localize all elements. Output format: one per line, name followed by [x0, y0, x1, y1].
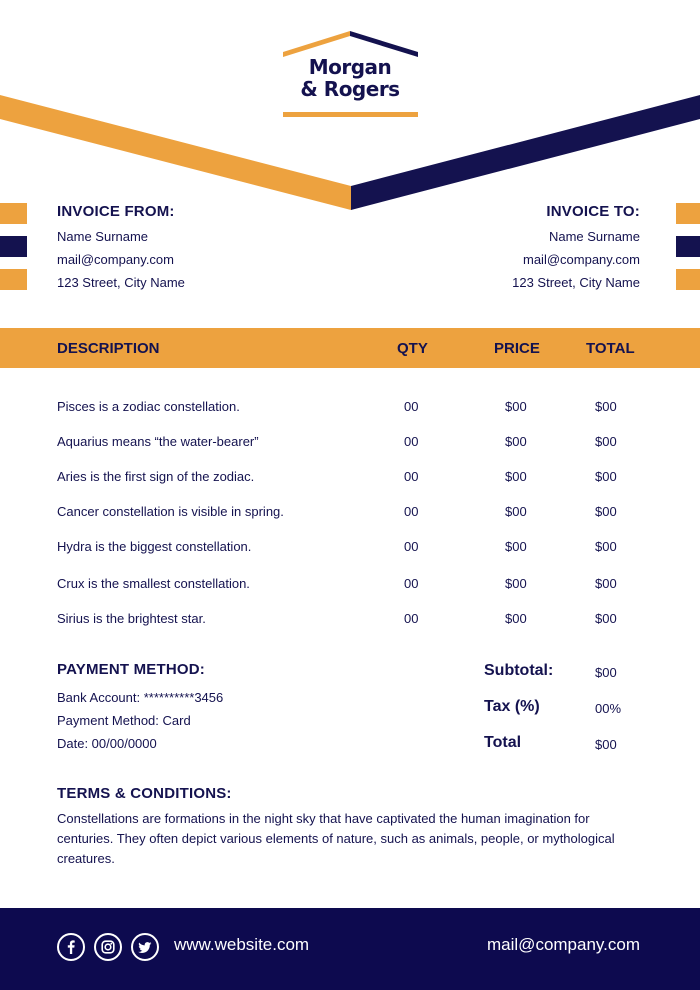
logo-text-line2: & Rogers — [300, 77, 400, 101]
table-row — [0, 495, 700, 530]
payment-date: Date: 00/00/0000 — [57, 736, 157, 751]
row-total: $00 — [595, 576, 617, 591]
items-table-body — [0, 390, 700, 636]
invoice-from-email: mail@company.com — [57, 252, 174, 267]
invoice-from-name: Name Surname — [57, 229, 149, 244]
invoice-to-email: mail@company.com — [523, 252, 640, 267]
subtotal-row — [484, 660, 654, 696]
tax-value: 00% — [595, 701, 622, 716]
row-qty: 00 — [404, 504, 419, 519]
logo-roof-icon — [280, 28, 420, 58]
row-total: $00 — [595, 469, 617, 484]
column-header-price: PRICE — [494, 340, 540, 357]
table-row — [0, 460, 700, 495]
payment-method-value: Payment Method: Card — [57, 713, 191, 728]
row-description: Hydra is the biggest constellation. — [57, 539, 252, 554]
footer-email-link[interactable]: mail@company.com — [487, 935, 640, 954]
row-qty: 00 — [404, 611, 419, 626]
row-total: $00 — [595, 611, 617, 626]
row-total: $00 — [595, 434, 617, 449]
invoice-to-name: Name Surname — [548, 229, 640, 244]
row-total: $00 — [595, 504, 617, 519]
row-description: Aquarius means “the water-bearer” — [57, 434, 259, 449]
column-header-qty: QTY — [397, 340, 428, 357]
column-header-description: DESCRIPTION — [57, 340, 160, 357]
invoice-from-section — [57, 203, 277, 289]
tax-row — [484, 696, 654, 732]
row-description: Aries is the first sign of the zodiac. — [57, 469, 255, 484]
logo-underline — [283, 112, 418, 117]
invoice-from-address: 123 Street, City Name — [57, 275, 185, 290]
subtotal-label: Subtotal: — [484, 662, 554, 679]
facebook-icon[interactable] — [57, 933, 85, 961]
row-qty: 00 — [404, 399, 419, 414]
row-total: $00 — [595, 539, 617, 554]
subtotal-value: $00 — [595, 665, 617, 680]
items-table-header — [0, 328, 700, 368]
row-price: $00 — [505, 539, 527, 554]
column-header-total: TOTAL — [586, 340, 635, 357]
table-row — [0, 601, 700, 636]
left-side-bar-navy — [0, 236, 27, 257]
twitter-icon[interactable] — [131, 933, 159, 961]
company-logo — [280, 28, 420, 120]
right-side-bar-orange-top — [676, 203, 700, 224]
invoice-from-title: INVOICE FROM: — [57, 203, 175, 220]
total-row — [484, 732, 654, 768]
terms-title: TERMS & CONDITIONS: — [57, 785, 232, 802]
row-qty: 00 — [404, 539, 419, 554]
row-qty: 00 — [404, 576, 419, 591]
tax-label: Tax (%) — [484, 698, 540, 715]
table-row — [0, 390, 700, 425]
invoice-to-address: 123 Street, City Name — [512, 275, 640, 290]
payment-bank-account: Bank Account: **********3456 — [57, 690, 224, 705]
row-qty: 00 — [404, 469, 419, 484]
row-price: $00 — [505, 576, 527, 591]
logo-text-line1: Morgan — [308, 55, 392, 79]
row-qty: 00 — [404, 434, 419, 449]
payment-method-section — [57, 661, 357, 755]
table-row — [0, 530, 700, 565]
invoice-to-title: INVOICE TO: — [546, 203, 640, 220]
right-side-bar-orange-bottom — [676, 269, 700, 290]
total-value: $00 — [595, 737, 617, 752]
row-price: $00 — [505, 434, 527, 449]
terms-text: Constellations are formations in the night sky that have captivated the human imagination for centuries. They often depict various elements of nature, such as animals, people, or mythological creatures. — [57, 811, 615, 866]
table-row — [0, 425, 700, 460]
footer — [0, 908, 700, 990]
row-price: $00 — [505, 504, 527, 519]
payment-method-title: PAYMENT METHOD: — [57, 661, 206, 678]
row-description: Crux is the smallest constellation. — [57, 576, 250, 591]
row-price: $00 — [505, 399, 527, 414]
right-side-bar-navy — [676, 236, 700, 257]
row-total: $00 — [595, 399, 617, 414]
row-price: $00 — [505, 611, 527, 626]
table-row — [0, 565, 700, 601]
row-description: Sirius is the brightest star. — [57, 611, 206, 626]
invoice-to-section — [400, 203, 640, 289]
left-side-bar-orange-top — [0, 203, 27, 224]
terms-section — [57, 785, 617, 869]
invoice-summary — [484, 660, 654, 768]
left-side-bar-orange-bottom — [0, 269, 27, 290]
row-price: $00 — [505, 469, 527, 484]
footer-website-link[interactable]: www.website.com — [174, 935, 310, 954]
total-label: Total — [484, 734, 522, 751]
instagram-icon[interactable] — [94, 933, 122, 961]
row-description: Cancer constellation is visible in spring. — [57, 504, 284, 519]
row-description: Pisces is a zodiac constellation. — [57, 399, 240, 414]
